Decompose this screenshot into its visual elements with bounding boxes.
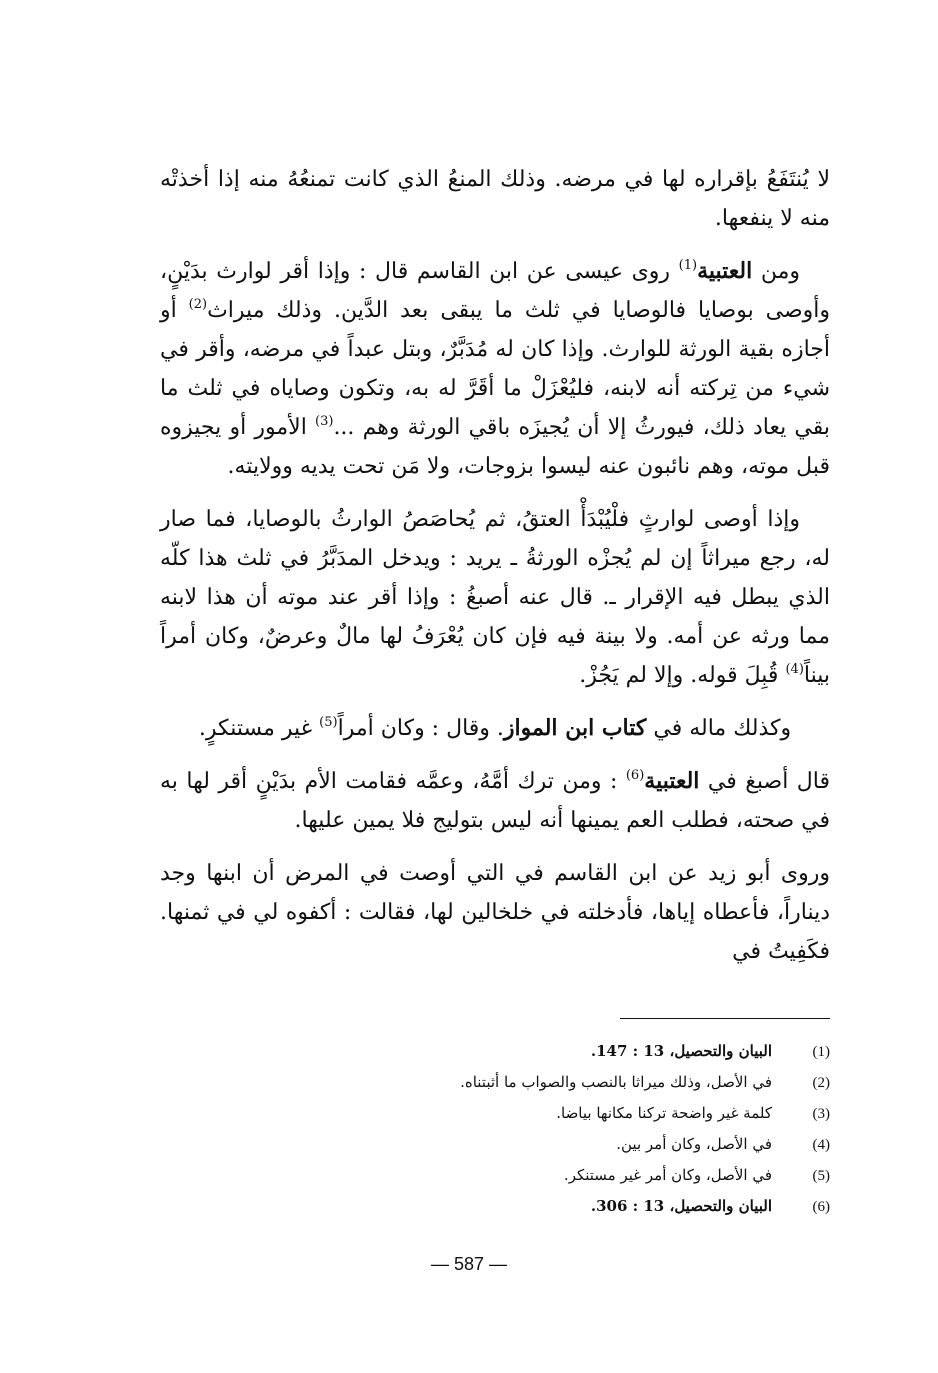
paragraph-5 <box>160 762 830 840</box>
footnote-text: البيان والتحصيل، 13 : 306. <box>590 1197 772 1215</box>
footnote-ref-1[interactable]: (1) <box>678 258 698 273</box>
footnote-number: (4) <box>812 1137 830 1153</box>
footnote-ref-5[interactable]: (5) <box>319 715 338 730</box>
source-title-utbiyya-2: العتبية <box>644 768 700 794</box>
footnote-text: في الأصل، وذلك ميراثا بالنصب والصواب ما أثبتناه. <box>460 1073 772 1091</box>
footnote-number: (1) <box>812 1044 830 1060</box>
footnote-text: في الأصل، وكان أمر بين. <box>616 1135 772 1153</box>
footnote-ref-3[interactable]: (3) <box>315 414 334 429</box>
paragraph-4-lead: وكذلك ماله في <box>646 716 792 741</box>
footnote-item <box>160 1036 830 1067</box>
source-title-ibn-al-mawwaz: كتاب ابن المواز <box>503 715 647 741</box>
footnote-number: (3) <box>812 1106 830 1122</box>
paragraph-4-text-2: غير مستنكرٍ. <box>198 716 320 741</box>
footnote-item <box>160 1191 830 1222</box>
paragraph-1-text: لا يُنتَفَعُ بإقراره لها في مرضه. وذلك المنعُ الذي كانت تمنعُهُ منه إذا أخذتْه منه لا ينفعها. <box>160 167 830 231</box>
footnote-ref-6[interactable]: (6) <box>625 768 645 783</box>
footnote-number: (6) <box>812 1199 830 1215</box>
paragraph-3-text-2: قُبِلَ قوله. وإلا لم يَجُزْ. <box>579 663 786 688</box>
footnote-item <box>160 1098 830 1129</box>
paragraph-2-text-3: الأمور أو يجيزوه قبل موته، وهم نائبون عنه ليسوا بزوجات، ولا مَن تحت يديه وولايته. <box>160 415 830 479</box>
paragraph-3-text: وإذا أوصى لوارثٍ فلْيُبْدَأْ العتقُ، ثم يُحاصَصُ الوارثُ بالوصايا، فما صار له، رجع ميراثاً إن لم يُجزْه الورثةُ ـ يريد : ويدخل المدَبَّرُ في ثلث هذا كلّه الذي يبطل فيه الإقرار ـ. قال عنه أصبغُ : وإذا أقر عند موته أن هذا لابنه مما ورثه عن أمه. ولا بينة فيه فإن كان يُعْرَفُ لها مالٌ وعرضٌ، وكان أمراً بيناً <box>160 507 830 688</box>
footnote-text: كلمة غير واضحة تركنا مكانها بياضا. <box>556 1104 772 1122</box>
source-title-utbiyya: العتبية <box>697 258 753 284</box>
paragraph-5-lead: قال أصبغ في <box>699 769 830 794</box>
footnote-number: (5) <box>812 1168 830 1184</box>
footnote-item <box>160 1160 830 1191</box>
main-text <box>160 160 830 985</box>
paragraph-2-text-2: أو أجازه بقية الورثة للوارث. وإذا كان له مُدَبَّرٌ، وبتل عبداً في مرضه، وأقر في شيء من تِركته أنه لابنه، فليُعْزَلْ ما أقَرَّ له به، وتكون وصاياه في ثلث ما بقي يعاد ذلك، فيورثُ إلا أن يُجيزَه باقي الورثة وهم ... <box>160 298 830 440</box>
footnote-divider <box>620 1018 830 1019</box>
footnotes <box>160 1036 830 1222</box>
paragraph-4-text: . وقال : وكان أمراً <box>337 716 504 741</box>
footnote-text: في الأصل، وكان أمر غير مستنكر. <box>563 1166 772 1184</box>
paragraph-3 <box>160 500 830 695</box>
footnote-item <box>160 1067 830 1098</box>
paragraph-1 <box>160 160 830 238</box>
paragraph-6-text: وروى أبو زيد عن ابن القاسم في التي أوصت في المرض أن ابنها وجد ديناراً، فأعطاه إياها، فأدخلته في خلخالين لها، فقالت : أكفوه لي في ثمنها. فكَفِيتُ في <box>160 861 830 964</box>
footnote-ref-4[interactable]: (4) <box>785 662 804 677</box>
paragraph-4 <box>160 709 830 748</box>
footnote-text: البيان والتحصيل، 13 : 147. <box>590 1042 772 1060</box>
paragraph-5-text: : ومن ترك أمَّهُ، وعمَّه فقامت الأم بدَيْنٍ أقر لها به في صحته، فطلب العم يمينها أنه ليس بتوليج فلا يمين عليها. <box>160 769 830 833</box>
paragraph-2-lead: ومن <box>752 259 800 284</box>
footnote-number: (2) <box>812 1075 830 1091</box>
footnote-item <box>160 1129 830 1160</box>
paragraph-2 <box>160 252 830 486</box>
footnote-ref-2[interactable]: (2) <box>188 297 208 312</box>
paragraph-6 <box>160 854 830 971</box>
paragraph-2-text: روى عيسى عن ابن القاسم قال : وإذا أقر لوارث بدَيْنٍ، وأوصى بوصايا فالوصايا في ثلث ما يبقى بعد الدَّين. وذلك ميراث <box>160 259 830 323</box>
page-number: — 587 — <box>430 1254 508 1274</box>
